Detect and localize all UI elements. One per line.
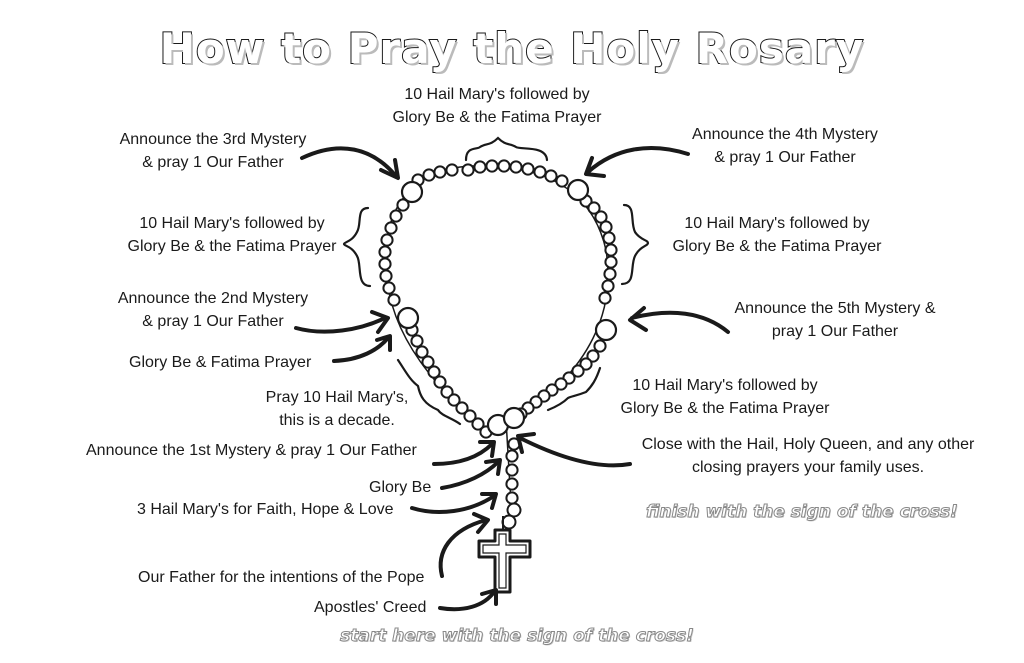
our-father-bead (504, 408, 524, 428)
hail-mary-bead (486, 160, 497, 171)
hail-mary-bead (434, 376, 445, 387)
arrow-glory-fatima (334, 338, 388, 361)
hail-mary-bead (545, 170, 556, 181)
page-title: How to Pray the Holy Rosary (159, 24, 865, 73)
label-top-decade: 10 Hail Mary's followed by Glory Be & the Fatima Prayer (392, 86, 602, 126)
our-father-bead (596, 320, 616, 340)
hail-mary-bead (556, 175, 567, 186)
hail-mary-bead (603, 232, 614, 243)
finish-text: finish with the sign of the cross! (646, 502, 958, 522)
hail-mary-bead (534, 166, 545, 177)
label-fifth-mystery: Announce the 5th Mystery & pray 1 Our Father (734, 300, 936, 340)
arrow-glory-be (442, 462, 498, 488)
brace-right (622, 205, 648, 284)
hail-mary-bead (510, 161, 521, 172)
hail-mary-bead (506, 492, 517, 503)
label-three-hail: 3 Hail Mary's for Faith, Hope & Love (137, 501, 394, 518)
label-glory-be: Glory Be (369, 479, 432, 496)
start-text: start here with the sign of the cross! (340, 626, 694, 646)
hail-mary-bead (506, 450, 517, 461)
hail-mary-bead (605, 256, 616, 267)
hail-mary-bead (498, 160, 509, 171)
hail-mary-bead (423, 169, 434, 180)
arrow-fourth-mystery (588, 148, 688, 172)
label-lower-right-decade: 10 Hail Mary's followed by Glory Be & the Fatima Prayer (620, 377, 830, 417)
hail-mary-bead (446, 164, 457, 175)
label-pray-decade: Pray 10 Hail Mary's, this is a decade. (265, 389, 409, 429)
hail-mary-bead (379, 258, 390, 269)
hail-mary-bead (506, 464, 517, 475)
hail-mary-bead (604, 268, 615, 279)
brace-top (466, 138, 547, 160)
label-left-decade: 10 Hail Mary's followed by Glory Be & the Fatima Prayer (127, 215, 337, 255)
hail-mary-bead (599, 292, 610, 303)
label-glory-fatima: Glory Be & Fatima Prayer (129, 354, 312, 371)
hail-mary-bead (522, 163, 533, 174)
hail-mary-bead (411, 335, 422, 346)
label-apostles-creed: Apostles' Creed (314, 599, 427, 616)
label-close: Close with the Hail, Holy Queen, and any other closing prayers your family uses. (641, 436, 975, 476)
arrow-close (520, 438, 630, 465)
hail-mary-bead (390, 210, 401, 221)
label-our-father-pope: Our Father for the intentions of the Pope (138, 569, 425, 586)
hail-mary-bead (474, 161, 485, 172)
hail-mary-bead (506, 478, 517, 489)
arrow-first-mystery (434, 444, 492, 464)
our-father-bead (568, 180, 588, 200)
hail-mary-bead (434, 166, 445, 177)
label-right-decade: 10 Hail Mary's followed by Glory Be & the Fatima Prayer (672, 215, 882, 255)
hail-mary-bead (594, 340, 605, 351)
hail-mary-bead (385, 222, 396, 233)
hail-mary-bead (381, 234, 392, 245)
hail-mary-bead (380, 270, 391, 281)
hail-mary-bead (462, 164, 473, 175)
hail-mary-bead (383, 282, 394, 293)
hail-mary-bead (379, 246, 390, 257)
our-father-bead (398, 308, 418, 328)
our-father-bead (402, 182, 422, 202)
hail-mary-bead (600, 221, 611, 232)
label-second-mystery: Announce the 2nd Mystery & pray 1 Our Father (117, 290, 309, 330)
tail-bead (503, 516, 516, 529)
hail-mary-bead (605, 244, 616, 255)
hail-mary-bead (388, 294, 399, 305)
label-fourth-mystery: Announce the 4th Mystery & pray 1 Our Father (692, 126, 878, 166)
hail-mary-bead (602, 280, 613, 291)
label-first-mystery: Announce the 1st Mystery & pray 1 Our Father (86, 442, 417, 459)
label-third-mystery: Announce the 3rd Mystery & pray 1 Our Father (119, 131, 307, 171)
